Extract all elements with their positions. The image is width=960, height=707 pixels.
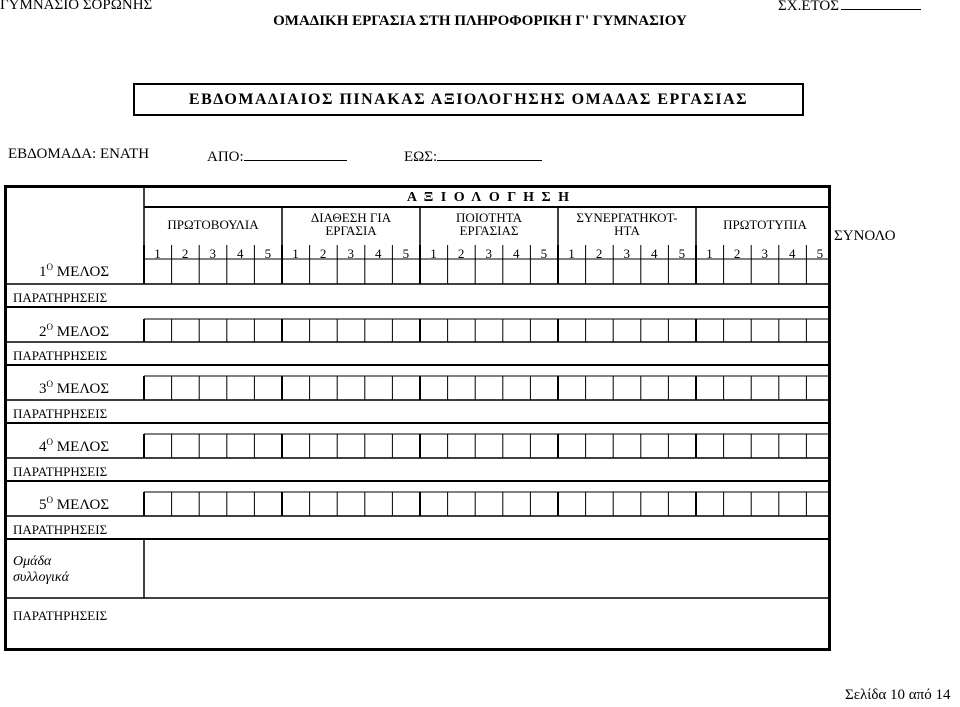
criterion-header-line1: ΠΟΙΟΤΗΤΑ	[455, 210, 523, 225]
scale-number: 1	[292, 246, 299, 261]
remarks-label: ΠΑΡΑΤΗΡΗΣΕΙΣ	[13, 464, 108, 479]
member-label	[39, 437, 109, 456]
scale-number: 2	[319, 246, 327, 261]
scale-number: 2	[595, 246, 603, 261]
scale-number: 5	[816, 246, 824, 261]
member-label	[39, 262, 109, 281]
week-to	[404, 146, 542, 166]
scale-number: 2	[457, 246, 465, 261]
page-title: ΕΒΔΟΜΑΔΙΑΙΟΣ ΠΙΝΑΚΑΣ ΑΞΙΟΛΟΓΗΣΗΣ ΟΜΑΔΑΣ ΕΡΓΑΣΙΑΣ	[133, 83, 804, 116]
scale-number: 5	[678, 246, 686, 261]
scale-number: 4	[651, 246, 658, 261]
member-ordinal: Ο	[46, 437, 53, 447]
scale-number: 3	[347, 246, 354, 261]
scale-number: 2	[733, 246, 741, 261]
member-number: 5	[39, 497, 47, 513]
week-from-label: ΑΠΟ:	[207, 149, 244, 165]
criterion-header-line1: ΠΡΩΤΟΤΥΠΙΑ	[723, 217, 807, 232]
criterion-header	[282, 211, 420, 237]
scale-number: 1	[430, 246, 437, 261]
member-label	[39, 379, 109, 398]
member-ordinal: Ο	[46, 322, 53, 332]
member-ordinal: Ο	[46, 495, 53, 505]
scale-number: 3	[623, 246, 630, 261]
criterion-header	[558, 211, 696, 237]
member-number: 2	[39, 324, 47, 340]
evaluation-header: Α Ξ Ι Ο Λ Ο Γ Η Σ Η	[406, 190, 572, 205]
week-to-label: ΕΩΣ:	[404, 149, 438, 165]
scale-number: 5	[540, 246, 548, 261]
scale-number: 4	[237, 246, 244, 261]
criterion-header-line1: ΣΥΝΕΡΓΑΤΗΚΟΤ-	[576, 210, 678, 225]
group-label-line1: Ομάδα	[13, 554, 52, 569]
scale-number: 4	[375, 246, 382, 261]
scale-number: 3	[761, 246, 768, 261]
criterion-header	[144, 218, 282, 231]
remarks-label: ΠΑΡΑΤΗΡΗΣΕΙΣ	[13, 522, 108, 537]
remarks-label: ΠΑΡΑΤΗΡΗΣΕΙΣ	[13, 608, 108, 623]
group-label	[13, 554, 69, 586]
group-label-line2: συλλογικά	[13, 570, 69, 585]
remarks-label: ΠΑΡΑΤΗΡΗΣΕΙΣ	[13, 290, 108, 305]
member-label	[39, 322, 109, 341]
member-word: ΜΕΛΟΣ	[53, 439, 110, 455]
page-number: Σελίδα 10 από 14	[845, 687, 951, 703]
scale-number: 3	[209, 246, 216, 261]
criterion-header	[696, 218, 834, 231]
criterion-header-line2: ΕΡΓΑΣΙΑΣ	[459, 223, 519, 238]
member-ordinal: Ο	[46, 379, 53, 389]
school-name: ΓΥΜΝΑΣΙΟ ΣΟΡΩΝΗΣ	[0, 0, 153, 13]
member-word: ΜΕΛΟΣ	[53, 324, 110, 340]
member-word: ΜΕΛΟΣ	[53, 381, 110, 397]
scale-number: 2	[181, 246, 189, 261]
school-year-label: ΣΧ.ΕΤΟΣ	[778, 0, 839, 14]
member-label	[39, 495, 109, 514]
school-year-blank	[841, 0, 921, 10]
total-header: ΣΥΝΟΛΟ	[834, 228, 896, 244]
week-to-blank	[437, 146, 542, 161]
member-word: ΜΕΛΟΣ	[53, 264, 110, 280]
criterion-header-line2: ΕΡΓΑΣΙΑ	[325, 223, 377, 238]
scale-number: 3	[485, 246, 492, 261]
member-number: 4	[39, 439, 47, 455]
remarks-label: ΠΑΡΑΤΗΡΗΣΕΙΣ	[13, 406, 108, 421]
evaluation-table	[4, 185, 896, 651]
scale-number: 4	[789, 246, 796, 261]
member-number: 1	[39, 264, 47, 280]
criterion-header-line2: ΗΤΑ	[614, 223, 640, 238]
criterion-header-line1: ΠΡΩΤΟΒΟΥΛΙΑ	[167, 217, 259, 232]
scale-number: 4	[513, 246, 520, 261]
member-word: ΜΕΛΟΣ	[53, 497, 110, 513]
scale-number: 5	[264, 246, 272, 261]
week-from	[207, 146, 347, 166]
scale-number: 1	[706, 246, 713, 261]
week-from-blank	[244, 146, 347, 161]
subtitle: ΟΜΑΔΙΚΗ ΕΡΓΑΣΙΑ ΣΤΗ ΠΛΗΡΟΦΟΡΙΚΗ Γ' ΓΥΜΝΑΣΙΟΥ	[273, 13, 687, 29]
criterion-header-line1: ΔΙΑΘΕΣΗ ΓΙΑ	[310, 210, 392, 225]
week-label: ΕΒΔΟΜΑΔΑ: ΕΝΑΤΗ	[8, 146, 150, 162]
scale-number: 1	[568, 246, 575, 261]
member-ordinal: Ο	[46, 262, 53, 272]
member-number: 3	[39, 381, 47, 397]
scale-number: 5	[402, 246, 410, 261]
scale-number: 1	[154, 246, 161, 261]
criterion-header	[420, 211, 558, 237]
remarks-label: ΠΑΡΑΤΗΡΗΣΕΙΣ	[13, 348, 108, 363]
